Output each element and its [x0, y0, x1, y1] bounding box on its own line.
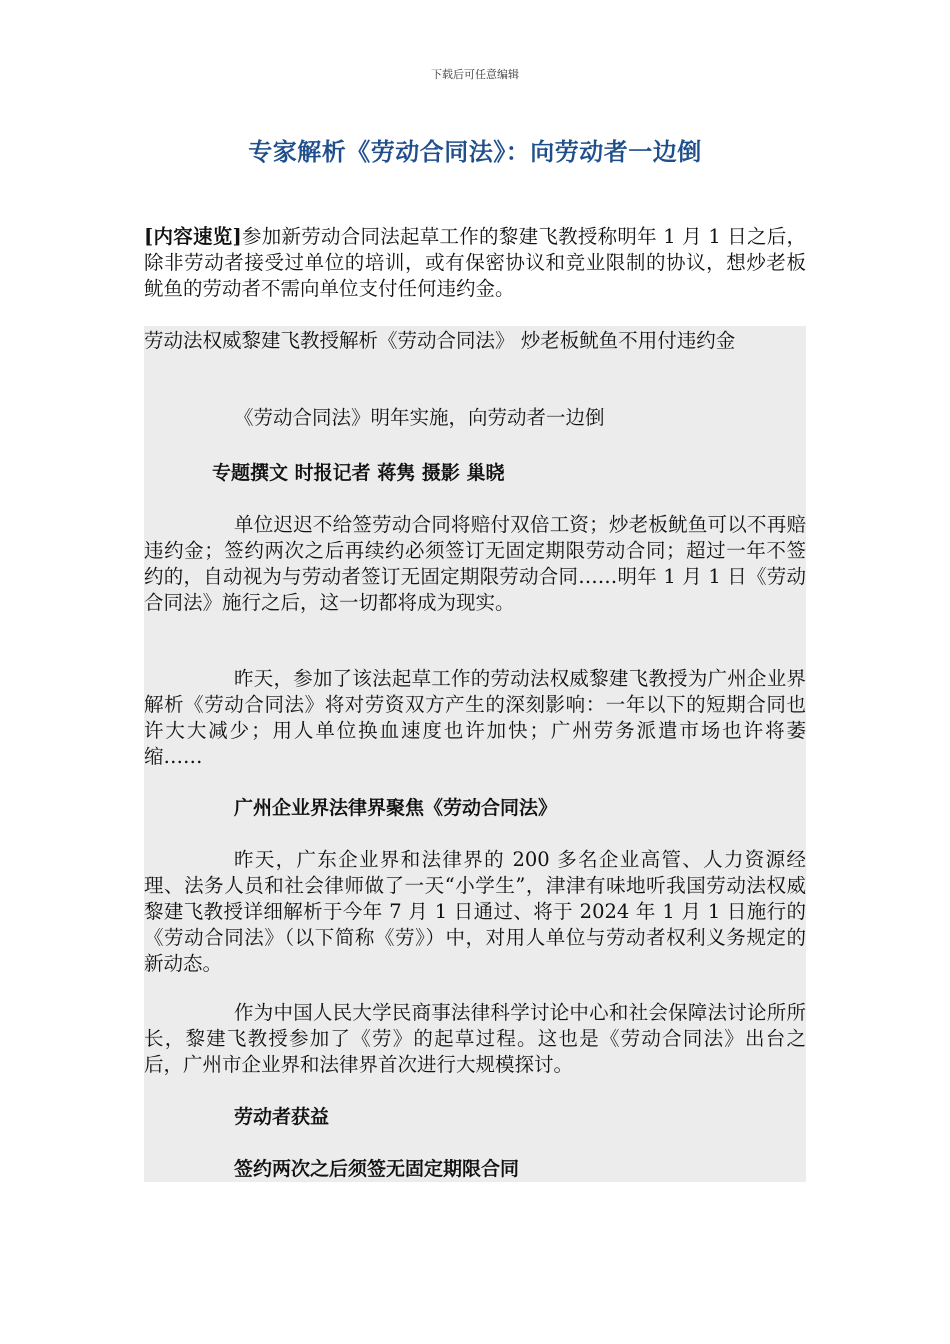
section-heading-2: 劳动者获益	[234, 1106, 330, 1128]
section-heading-3: 签约两次之后须签无固定期限合同	[234, 1158, 520, 1180]
paragraph-2: 昨天，参加了该法起草工作的劳动法权威黎建飞教授为广州企业界解析《劳动合同法》将对劳资双方产生的深刻影响：一年以下的短期合同也许大大减少；用人单位换血速度也许加快；广州劳务派遣市场也许将萎缩……	[144, 667, 806, 768]
summary-text: 参加新劳动合同法起草工作的黎建飞教授称明年 1 月 1 日之后，除非劳动者接受过单位的培训，或有保密协议和竞业限制的协议，想炒老板鱿鱼的劳动者不需向单位支付任何违约金。	[144, 225, 807, 300]
paragraph-1: 单位迟迟不给签劳动合同将赔付双倍工资；炒老板鱿鱼可以不再赔违约金；签约两次之后再续约必须签订无固定期限劳动合同；超过一年不签约的，自动视为与劳动者签订无固定期限劳动合同……明年 1 月 1 日《劳动合同法》施行之后，这一切都将成为现实。	[144, 513, 806, 614]
article-headline: 劳动法权威黎建飞教授解析《劳动合同法》 炒老板鱿鱼不用付违约金	[144, 329, 736, 352]
summary-label: [内容速览]	[144, 225, 242, 248]
summary-paragraph	[144, 224, 806, 302]
paragraph-4: 作为中国人民大学民商事法律科学讨论中心和社会保障法讨论所所长，黎建飞教授参加了《劳》的起草过程。这也是《劳动合同法》出台之后，广州市企业界和法律界首次进行大规模探讨。	[144, 1001, 806, 1076]
paragraph-3: 昨天，广东企业界和法律界的 200 多名企业高管、人力资源经理、法务人员和社会律师做了一天“小学生”，津津有味地听我国劳动法权威黎建飞教授详细解析于今年 7 月 1 日通过、将于 2024 年 1 月 1 日施行的《劳动合同法》（以下简称《劳》）中，对用人单位与劳动者权利义务规定的新动态。	[144, 848, 806, 975]
article-subheadline: 《劳动合同法》明年实施，向劳动者一边倒	[234, 406, 605, 429]
section-heading-1: 广州企业界法律界聚焦《劳动合同法》	[234, 797, 558, 819]
article-byline: 专题撰文 时报记者 蒋隽 摄影 巢晓	[212, 462, 505, 484]
page-header-note: 下载后可任意编辑	[431, 68, 519, 81]
document-title: 专家解析《劳动合同法》：向劳动者一边倒	[248, 138, 702, 166]
